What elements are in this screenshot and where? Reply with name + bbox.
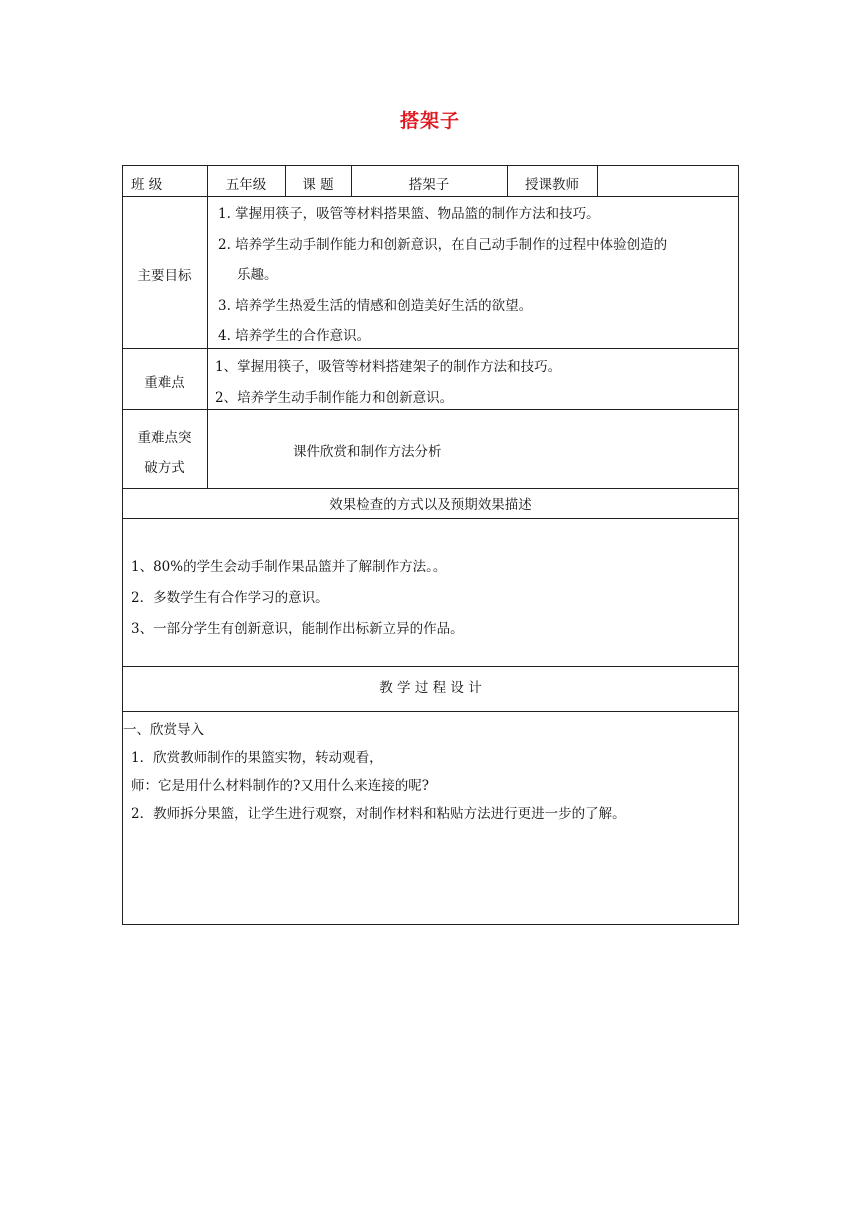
goals-label: 主要目标 [137,268,192,284]
row-divider [122,409,739,410]
goal-item: 3. 培养学生热爱生活的情感和创造美好生活的欲望。 [218,298,533,314]
evaluation-item: 2．多数学生有合作学习的意识。 [131,590,329,606]
key-points-label: 重难点 [144,375,185,391]
approach-label: 破方式 [144,460,185,476]
goal-item: 4. 培养学生的合作意识。 [218,328,371,344]
column-divider [207,165,208,488]
row-divider [122,666,739,667]
class-label: 班 级 [131,177,163,193]
process-item: 2．教师拆分果篮，让学生进行观察，对制作材料和粘贴方法进行更进一步的了解。 [131,806,626,822]
process-heading: 教 学 过 程 设 计 [379,680,482,696]
row-divider [122,488,739,489]
row-divider [122,196,739,197]
topic-value: 搭架子 [408,177,450,193]
evaluation-item: 1、80%的学生会动手制作果品篮并了解制作方法。。 [131,559,447,575]
approach-value: 课件欣赏和制作方法分析 [293,444,442,460]
process-item: 一、欣赏导入 [123,722,204,738]
process-item: 师：它是用什么材料制作的?又用什么来连接的呢? [131,778,429,794]
topic-label: 课 题 [302,177,334,193]
goal-item-continuation: 乐趣。 [237,267,278,283]
goal-item: 2. 培养学生动手制作能力和创新意识，在自己动手制作的过程中体验创造的 [218,237,668,253]
teacher-label: 授课教师 [525,177,579,193]
approach-label: 重难点突 [137,430,192,446]
evaluation-heading: 效果检查的方式以及预期效果描述 [329,497,532,513]
row-divider [122,348,739,349]
goal-item: 1. 掌握用筷子，吸管等材料搭果篮、物品篮的制作方法和技巧。 [218,206,600,222]
class-value: 五年级 [225,177,267,193]
row-divider [122,711,739,712]
key-point-item: 2、培养学生动手制作能力和创新意识。 [215,390,454,406]
column-divider [597,165,598,196]
evaluation-item: 3、一部分学生有创新意识，能制作出标新立异的作品。 [131,621,464,637]
document-title: 搭架子 [399,110,460,132]
process-item: 1．欣赏教师制作的果篮实物，转动观看， [131,750,383,766]
row-divider [122,518,739,519]
key-point-item: 1、掌握用筷子，吸管等材料搭建架子的制作方法和技巧。 [215,359,562,375]
